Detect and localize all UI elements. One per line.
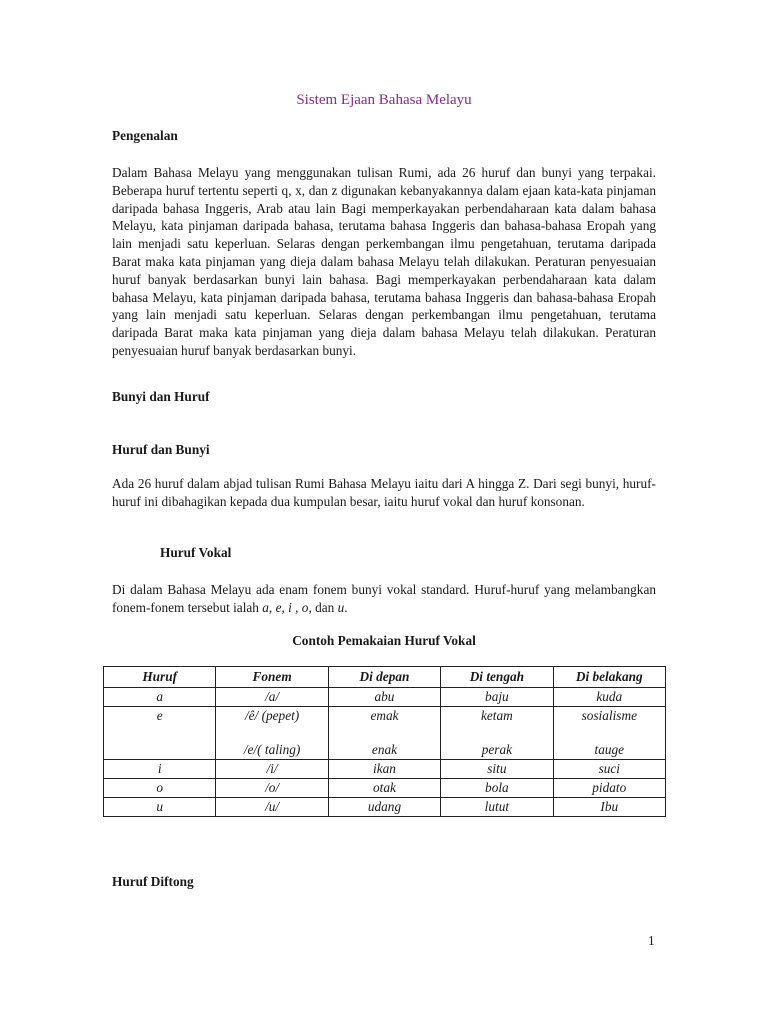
cell-line: enak: [371, 742, 398, 757]
table-cell: [104, 707, 216, 760]
table-row: [104, 798, 666, 817]
table-cell: [328, 707, 440, 760]
cell-line: ketam: [480, 708, 513, 723]
vokal-last: u: [337, 599, 345, 615]
col-huruf: Huruf: [104, 667, 216, 688]
table-cell: udang: [328, 798, 440, 817]
table-cell: lutut: [441, 798, 553, 817]
cell-line: perak: [481, 742, 512, 757]
col-di-tengah: Di tengah: [441, 667, 553, 688]
cell-line: tauge: [594, 742, 625, 757]
col-di-depan: Di depan: [328, 667, 440, 688]
table-cell: /o/: [216, 779, 328, 798]
col-di-belakang: Di belakang: [553, 667, 665, 688]
table-cell: situ: [441, 760, 553, 779]
table-cell: baju: [441, 688, 553, 707]
table-cell: kuda: [553, 688, 665, 707]
table-cell: suci: [553, 760, 665, 779]
table-row: [104, 760, 666, 779]
table-row: [104, 779, 666, 798]
table-cell: bola: [441, 779, 553, 798]
cell-line: /e/( taling): [243, 742, 301, 757]
table-cell: ikan: [328, 760, 440, 779]
vokal-end: .: [344, 599, 348, 615]
table-cell: otak: [328, 779, 440, 798]
table-cell: [441, 707, 553, 760]
table-cell: u: [104, 798, 216, 817]
table-cell: [553, 707, 665, 760]
table-row: [104, 688, 666, 707]
table-cell: Ibu: [553, 798, 665, 817]
cell-line: emak: [370, 708, 399, 723]
table-row: [104, 707, 666, 760]
vokal-letters: a, e, i , o,: [262, 599, 312, 615]
document-title: Sistem Ejaan Bahasa Melayu: [296, 92, 472, 108]
vokal-dan: dan: [315, 599, 338, 615]
table-cell: o: [104, 779, 216, 798]
paragraph-pengenalan: Dalam Bahasa Melayu yang menggunakan tulisan Rumi, ada 26 huruf dan bunyi yang terpakai. Beberapa huruf tertentu seperti q, x, dan z digunakan kebanyakannya dalam ejaan kata-kata pinjaman daripada bahasa Inggeris, Arab atau lain Bagi memperkayakan perbendaharaan kata dalam bahasa Melayu, kata pinjaman daripada bahasa, terutama bahasa Inggeris dan bahasa-bahasa Eropah yang lain menjadi satu keperluan. Selaras dengan perkembangan ilmu pengetahuan, terutama daripada Barat maka kata pinjaman yang dieja dalam bahasa Melayu telah dilakukan. Peraturan penyesuaian huruf banyak berdasarkan bunyi lain bahasa. Bagi memperkayakan perbendaharaan kata dalam bahasa Melayu, kata pinjaman daripada bahasa, terutama bahasa Inggeris dan bahasa-bahasa Eropah yang lain menjadi satu keperluan. Selaras dengan perkembangan ilmu pengetahuan, terutama daripada Barat maka kata pinjaman yang dieja dalam bahasa Melayu telah dilakukan. Peraturan penyesuaian huruf banyak berdasarkan bunyi.: [112, 165, 656, 358]
table-cell: a: [104, 688, 216, 707]
paragraph-huruf-vokal: [112, 581, 656, 617]
table-cell: /u/: [216, 798, 328, 817]
table-cell: /a/: [216, 688, 328, 707]
cell-line: /ê/ (pepet): [244, 708, 300, 723]
heading-pengenalan: Pengenalan: [112, 128, 178, 143]
paragraph-huruf-dan-bunyi: Ada 26 huruf dalam abjad tulisan Rumi Bahasa Melayu iaitu dari A hingga Z. Dari segi bunyi, huruf-huruf ini dibahagikan kepada dua kumpulan besar, iaitu huruf vokal dan huruf konsonan.: [112, 476, 656, 509]
heading-huruf-dan-bunyi: Huruf dan Bunyi: [112, 442, 210, 457]
table-title: Contoh Pemakaian Huruf Vokal: [292, 633, 476, 648]
table-cell: /i/: [216, 760, 328, 779]
heading-huruf-vokal: Huruf Vokal: [160, 545, 232, 560]
heading-huruf-diftong: Huruf Diftong: [112, 874, 194, 889]
vokal-text-start: Di dalam Bahasa Melayu ada enam fonem bunyi vokal standard. Huruf-huruf yang melambangkan fonem-fonem tersebut ialah: [112, 582, 656, 615]
table-cell: abu: [328, 688, 440, 707]
col-fonem: Fonem: [216, 667, 328, 688]
cell-line: e: [156, 708, 163, 723]
cell-line: sosialisme: [581, 708, 637, 723]
vowel-table: [103, 666, 666, 817]
page-number: 1: [648, 933, 655, 948]
table-cell: i: [104, 760, 216, 779]
heading-bunyi-dan-huruf: Bunyi dan Huruf: [112, 389, 210, 404]
table-cell: [216, 707, 328, 760]
table-cell: pidato: [553, 779, 665, 798]
table-header-row: [104, 667, 666, 688]
